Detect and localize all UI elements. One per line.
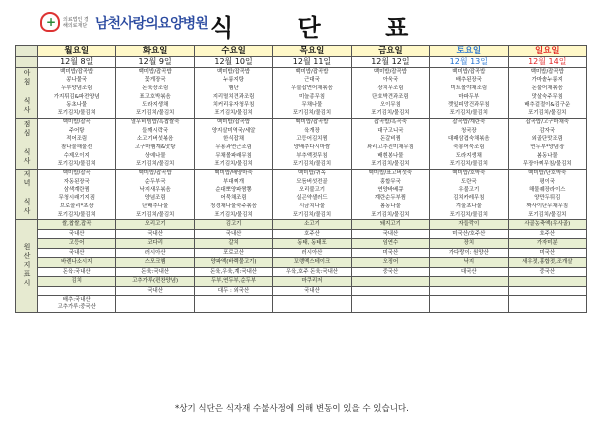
menu-item: 우불고기 <box>430 186 508 194</box>
menu-item: 잡곡밥/계란죽 <box>430 118 508 127</box>
origin-cell: 사골농축액(우사골) <box>508 220 586 230</box>
menu-item: 배흰봉나물 <box>351 152 429 160</box>
menu-item: 백미밥/배양마죽 <box>194 169 272 178</box>
menu-item: 오리불고기 <box>273 186 351 194</box>
menu-item: 백미밥/잡곡밥 <box>116 169 194 178</box>
origin-cell: 고등어 <box>38 239 116 249</box>
meal-label <box>16 68 38 119</box>
menu-item: 순대뽀양파짬뽕 <box>194 186 272 194</box>
origin-cell: 새우젓,홍합젓,조개살 <box>508 258 586 268</box>
hospital-name: 남천사랑의요양병원 <box>95 16 208 32</box>
menu-item: 포기김치/물김치 <box>508 109 586 118</box>
menu-item: 죽봉어묵조림 <box>430 144 508 152</box>
menu-item: 대패삼겹숙채볶음 <box>430 135 508 143</box>
menu-item: 아욱국 <box>351 76 429 84</box>
origin-row <box>16 277 587 287</box>
origin-cell <box>38 286 116 296</box>
origin-row <box>16 239 587 249</box>
origin-cell: 두부,연두부,순두부 <box>194 277 272 287</box>
menu-item: 청경채나물숙주볶음 <box>194 203 272 211</box>
menu-item: 백미밥/호박죽 <box>430 169 508 178</box>
date-header: 12월 8일 <box>38 57 116 68</box>
menu-item: 백미밥/잡곡밥 <box>116 68 194 77</box>
menu-item: 배추된장국 <box>430 76 508 84</box>
origin-cell: 국내산 <box>38 248 116 258</box>
menu-item: 미늘종무침 <box>273 93 351 101</box>
origin-cell: 오징어 <box>351 258 429 268</box>
menu-item: 어묵채조림 <box>194 194 272 202</box>
origin-cell: 자들깍이 <box>430 220 508 230</box>
origin-cell: 호주산 <box>273 229 351 239</box>
origin-cell: 국내산 <box>116 286 194 296</box>
origin-cell: 국내산 <box>116 229 194 239</box>
menu-item: 포기김치/물김치 <box>38 160 116 169</box>
menu-item: 한식잡채 <box>194 135 272 143</box>
meal-row <box>16 211 587 220</box>
menu-item: 순두부국 <box>116 178 194 186</box>
meal-row <box>16 203 587 211</box>
menu-item: 단호박견과조림 <box>351 93 429 101</box>
menu-item: 참나물해물전 <box>38 144 116 152</box>
origin-cell: 오리고기 <box>116 220 194 230</box>
menu-item: 포기김치/물김치 <box>273 211 351 220</box>
day-header: 월요일 <box>38 46 116 57</box>
menu-item: 치커리유자청무침 <box>194 101 272 109</box>
corner-cell <box>16 57 38 68</box>
menu-item: 해물퀘장라이스 <box>508 186 586 194</box>
menu-item: 두부양념조림 <box>38 85 116 93</box>
menu-item: 꽈리고추진미채무침 <box>351 144 429 152</box>
menu-item: 포기김치/물김치 <box>116 109 194 118</box>
origin-cell: 스모크햄 <box>116 258 194 268</box>
origin-row <box>16 258 587 268</box>
menu-item: 백미밥/단호박죽 <box>508 169 586 178</box>
origin-cell: 국내산 <box>351 229 429 239</box>
menu-item: 미트볼야채조림 <box>430 85 508 93</box>
menu-item: 포기김치/물김치 <box>194 109 272 118</box>
meal-row <box>16 135 587 143</box>
origin-cell: 국내산 <box>194 229 272 239</box>
origin-cell: 갈치 <box>194 239 272 249</box>
origin-cell <box>351 277 429 287</box>
menu-item: 돈육장조림 <box>116 85 194 93</box>
origin-cell: 장치 <box>430 239 508 249</box>
origin-cell <box>273 296 351 313</box>
menu-item: 감자국 <box>508 127 586 135</box>
origin-cell: 양파액(바렉물고기) <box>194 258 272 268</box>
menu-item: 우불잡연어채볶음 <box>273 85 351 93</box>
menu-item: 마파두부 <box>430 93 508 101</box>
origin-cell <box>116 296 194 313</box>
origin-cell: 가자미분 <box>508 239 586 249</box>
menu-item: 표고호박볶음 <box>116 93 194 101</box>
corner-cell <box>16 46 38 57</box>
day-header: 일요일 <box>508 46 586 57</box>
meal-label <box>16 169 38 220</box>
meal-label-text: 아침 식사 <box>23 68 31 115</box>
meal-label-text: 점심 식사 <box>23 119 31 166</box>
menu-item: 백미밥/잡곡밥 <box>508 68 586 77</box>
menu-item: 지리멸치견과조림 <box>194 93 272 101</box>
menu-item: 잡곡밥/고구마채죽 <box>508 118 586 127</box>
origin-cell: 바렌나소시지 <box>38 258 116 268</box>
menu-item: 콩나물국 <box>38 76 116 84</box>
menu-item: 무청시래기지짐 <box>38 194 116 202</box>
menu-item: 수제오이지 <box>38 152 116 160</box>
meal-row <box>16 127 587 135</box>
menu-item: 백미밥/잡곡밥 <box>430 68 508 77</box>
menu-item: 홍합무국 <box>351 178 429 186</box>
date-row <box>16 57 587 68</box>
origin-cell: 돈육:국내산 <box>38 267 116 277</box>
menu-item: 외골단맛조림 <box>508 135 586 143</box>
origin-cell: 미국산/호주산 <box>430 229 508 239</box>
menu-item: 백미밥/잡곡밥 <box>273 118 351 127</box>
origin-row <box>16 296 587 313</box>
menu-item: 장치무조림 <box>351 85 429 93</box>
menu-item: 무채나물 <box>273 101 351 109</box>
meal-row <box>16 186 587 194</box>
menu-item: 무채볼파래무침 <box>194 152 272 160</box>
origin-cell: 꼬랭멕스테이크 <box>273 258 351 268</box>
menu-item: 소고기버섯볶음 <box>116 135 194 143</box>
menu-item: 포기김치/물김치 <box>430 160 508 169</box>
origin-cell: 돈육:국내산 <box>116 267 194 277</box>
origin-cell: 코다리 <box>116 239 194 249</box>
menu-item: 연양바베큐 <box>351 186 429 194</box>
menu-item: 겨울초나물 <box>430 203 508 211</box>
menu-item: 평이국 <box>508 178 586 186</box>
menu-item: 돈불어채볶음 <box>508 85 586 93</box>
menu-item: 햄단 <box>194 85 272 93</box>
origin-cell: 돼지고기 <box>351 220 429 230</box>
day-header: 수요일 <box>194 46 272 57</box>
menu-item: 양념조림 <box>116 194 194 202</box>
meal-row <box>16 178 587 186</box>
origin-cell: 김고기 <box>194 220 272 230</box>
menu-item: 깻잎피망건과무침 <box>430 101 508 109</box>
meal-row <box>16 118 587 127</box>
menu-item: 가마솥누룽지 <box>508 76 586 84</box>
origin-row <box>16 220 587 230</box>
origin-row <box>16 248 587 258</box>
meal-row <box>16 101 587 109</box>
menu-item: 도란국 <box>430 178 508 186</box>
page-header <box>0 0 600 44</box>
menu-item: 삼색계란찜 <box>38 186 116 194</box>
origin-cell: 배추:국내산 고추가루:중국산 <box>38 296 116 313</box>
menu-item: 청국장 <box>430 127 508 135</box>
menu-item: 시금치나물 <box>273 203 351 211</box>
origin-label-text: 원산지표시 <box>23 242 31 288</box>
menu-item: 상예나물 <box>116 152 194 160</box>
meal-row <box>16 144 587 152</box>
menu-item: 백미밥/잡곡밥 <box>273 68 351 77</box>
menu-item: 포기김치/물김치 <box>38 109 116 118</box>
origin-cell <box>430 296 508 313</box>
menu-item: 백미밥/잡곡 <box>38 118 116 127</box>
menu-item: 백미밥/잡곡밥 <box>194 68 272 77</box>
menu-item: 포기김치/물김치 <box>273 109 351 118</box>
heart-cross-icon: + <box>40 12 60 34</box>
menu-item: 무장아찌무침/물김치 <box>508 160 586 169</box>
meal-row <box>16 68 587 77</box>
meal-row <box>16 109 587 118</box>
origin-cell: 동태, 동태포 <box>273 239 351 249</box>
menu-item: 백미밥/잡곡밥 <box>38 68 116 77</box>
origin-cell: 우육,호주 돈육:국내산 <box>273 267 351 277</box>
menu-item: 백미밥/표고버섯죽 <box>351 169 429 178</box>
origin-cell: 돈육,우육,계:국내산 <box>194 267 272 277</box>
meal-row <box>16 169 587 178</box>
hospital-subtitle: 의료법인 경해의료재단 <box>63 17 89 29</box>
menu-item: 양지살미역국/세알 <box>194 127 272 135</box>
origin-cell: 임연수 <box>351 239 429 249</box>
menu-item: 양만두튀김 <box>508 194 586 202</box>
menu-item: 포기김치/물김치 <box>351 109 429 118</box>
date-header: 12월 9일 <box>116 57 194 68</box>
menu-item: 도라지생채 <box>116 101 194 109</box>
origin-cell: 국내산 <box>273 286 351 296</box>
origin-cell: 소고기 <box>273 220 351 230</box>
origin-label <box>16 220 38 313</box>
day-header: 토요일 <box>430 46 508 57</box>
origin-cell: 중국산 <box>351 267 429 277</box>
meal-row <box>16 93 587 101</box>
menu-item: 대구고니국 <box>351 127 429 135</box>
menu-item: 주어탕 <box>38 127 116 135</box>
origin-cell <box>430 286 508 296</box>
menu-item: 봄동나물 <box>351 203 429 211</box>
menu-item: 백미밥/퀴녹 <box>273 169 351 178</box>
menu-item: 짜사이단무채무침 <box>508 203 586 211</box>
origin-cell <box>430 277 508 287</box>
meal-row <box>16 85 587 93</box>
meal-label-text: 저녁 식사 <box>23 170 31 217</box>
menu-item: 무용과연근조림 <box>194 144 272 152</box>
menu-item: 누룽지탕 <box>194 76 272 84</box>
origin-cell: 러시아산 <box>273 248 351 258</box>
menu-item: 봄동나물 <box>508 152 586 160</box>
date-header: 12월 10일 <box>194 57 272 68</box>
menu-item: 꽃게장국 <box>116 76 194 84</box>
menu-item: 포기김치/물김치 <box>38 211 116 220</box>
origin-row <box>16 229 587 239</box>
menu-item: 고구마햄계&맛탕 <box>116 144 194 152</box>
menu-item: 포기김치/물김치 <box>351 211 429 220</box>
menu-item: 연두부*양념장 <box>508 144 586 152</box>
menu-item: 자동된장국 <box>38 178 116 186</box>
menu-item: 실곤약샐러드 <box>273 194 351 202</box>
origin-cell: 대국산 <box>430 267 508 277</box>
meal-row <box>16 194 587 202</box>
origin-cell: 낙지 <box>430 258 508 268</box>
menu-item: 맛살숙주무침 <box>508 93 586 101</box>
meal-label <box>16 118 38 169</box>
date-header: 12월 14일 <box>508 57 586 68</box>
origin-cell <box>508 296 586 313</box>
date-header: 12월 12일 <box>351 57 429 68</box>
origin-cell <box>351 296 429 313</box>
origin-cell: 마쿠리저 <box>273 277 351 287</box>
menu-item: 오이무침 <box>351 101 429 109</box>
menu-item: 부추액젓무침 <box>273 152 351 160</box>
origin-cell: 김치 <box>38 277 116 287</box>
menu-item: 낙지새우볶음 <box>116 186 194 194</box>
menu-item: 고등어김치찜 <box>273 135 351 143</box>
hospital-logo <box>40 12 208 34</box>
origin-cell <box>194 296 272 313</box>
origin-cell: 호주산 <box>508 229 586 239</box>
origin-cell <box>508 286 586 296</box>
origin-cell: 미국산 <box>508 248 586 258</box>
origin-cell: 중국산 <box>508 267 586 277</box>
menu-item: 백미밥/잡곡 <box>38 169 116 178</box>
origin-cell: 대두 : 외국산 <box>194 286 272 296</box>
date-header: 12월 11일 <box>273 57 351 68</box>
origin-cell: 러시아산 <box>116 248 194 258</box>
menu-item: 동초나물 <box>38 101 116 109</box>
origin-cell: 국내산 <box>38 229 116 239</box>
menu-item: 브로콜리*초장 <box>38 203 116 211</box>
footnote: *상기 식단은 식자재 수불사정에 의해 변동이 있을 수 있습니다. <box>175 404 409 414</box>
page-title: 식 단 표 <box>210 14 437 42</box>
menu-item: 배추겉절이&김구운 <box>508 101 586 109</box>
day-header: 금요일 <box>351 46 429 57</box>
day-row <box>16 46 587 57</box>
menu-item: 모듬버섯전골 <box>273 178 351 186</box>
menu-item: 포기김치/물김치 <box>430 211 508 220</box>
menu-item: 포기김치/물김치 <box>194 160 272 169</box>
menu-item: 양배추다시마쌈 <box>273 144 351 152</box>
menu-item: 백미밥/잡곡밥 <box>351 68 429 77</box>
menu-item: 포기김치/물김치 <box>116 211 194 220</box>
menu-item: 포기김치/물김치 <box>194 211 272 220</box>
origin-cell: 쌀,찹쌀,잡곡 <box>38 220 116 230</box>
day-header: 목요일 <box>273 46 351 57</box>
origin-cell: 미국산 <box>351 248 429 258</box>
origin-cell: 포로코산 <box>194 248 272 258</box>
menu-item: 백미밥/잡곡밥 <box>194 118 272 127</box>
menu-item: 근대국 <box>273 76 351 84</box>
menu-item: 도라지생채 <box>430 152 508 160</box>
meal-row <box>16 76 587 84</box>
menu-item: 포기김치/물김치 <box>430 109 508 118</box>
origin-cell <box>508 277 586 287</box>
menu-table <box>15 45 587 313</box>
menu-item: 포기김치/물김치 <box>273 160 351 169</box>
menu-item: 부대찌개 <box>194 178 272 186</box>
menu-item: 단배추나물 <box>116 203 194 211</box>
menu-item: 김치카레무침 <box>430 194 508 202</box>
menu-item: 잡곡밥/흑곡죽 <box>351 118 429 127</box>
menu-item: 돈갈비찜 <box>351 135 429 143</box>
menu-item: 육개장 <box>273 127 351 135</box>
menu-item: 포기김치/물김치 <box>508 211 586 220</box>
menu-item: 계란순두부찜 <box>351 194 429 202</box>
origin-cell: 고추가루(편찬양념) <box>116 277 194 287</box>
meal-row <box>16 160 587 169</box>
date-header: 12월 13일 <box>430 57 508 68</box>
day-header: 화요일 <box>116 46 194 57</box>
menu-item: 포기김치/물김치 <box>116 160 194 169</box>
menu-item: 가지튀김&파전양념 <box>38 93 116 101</box>
origin-cell: 가다랑이: 원양산 <box>430 248 508 258</box>
menu-item: 열무비빔밥/흑찹쌀죽 <box>116 118 194 127</box>
origin-row <box>16 286 587 296</box>
origin-cell <box>351 286 429 296</box>
menu-item: 적어조림 <box>38 135 116 143</box>
meal-row <box>16 152 587 160</box>
menu-item: 포기김치/물김치 <box>351 160 429 169</box>
menu-item: 들깨시락국 <box>116 127 194 135</box>
origin-row <box>16 267 587 277</box>
